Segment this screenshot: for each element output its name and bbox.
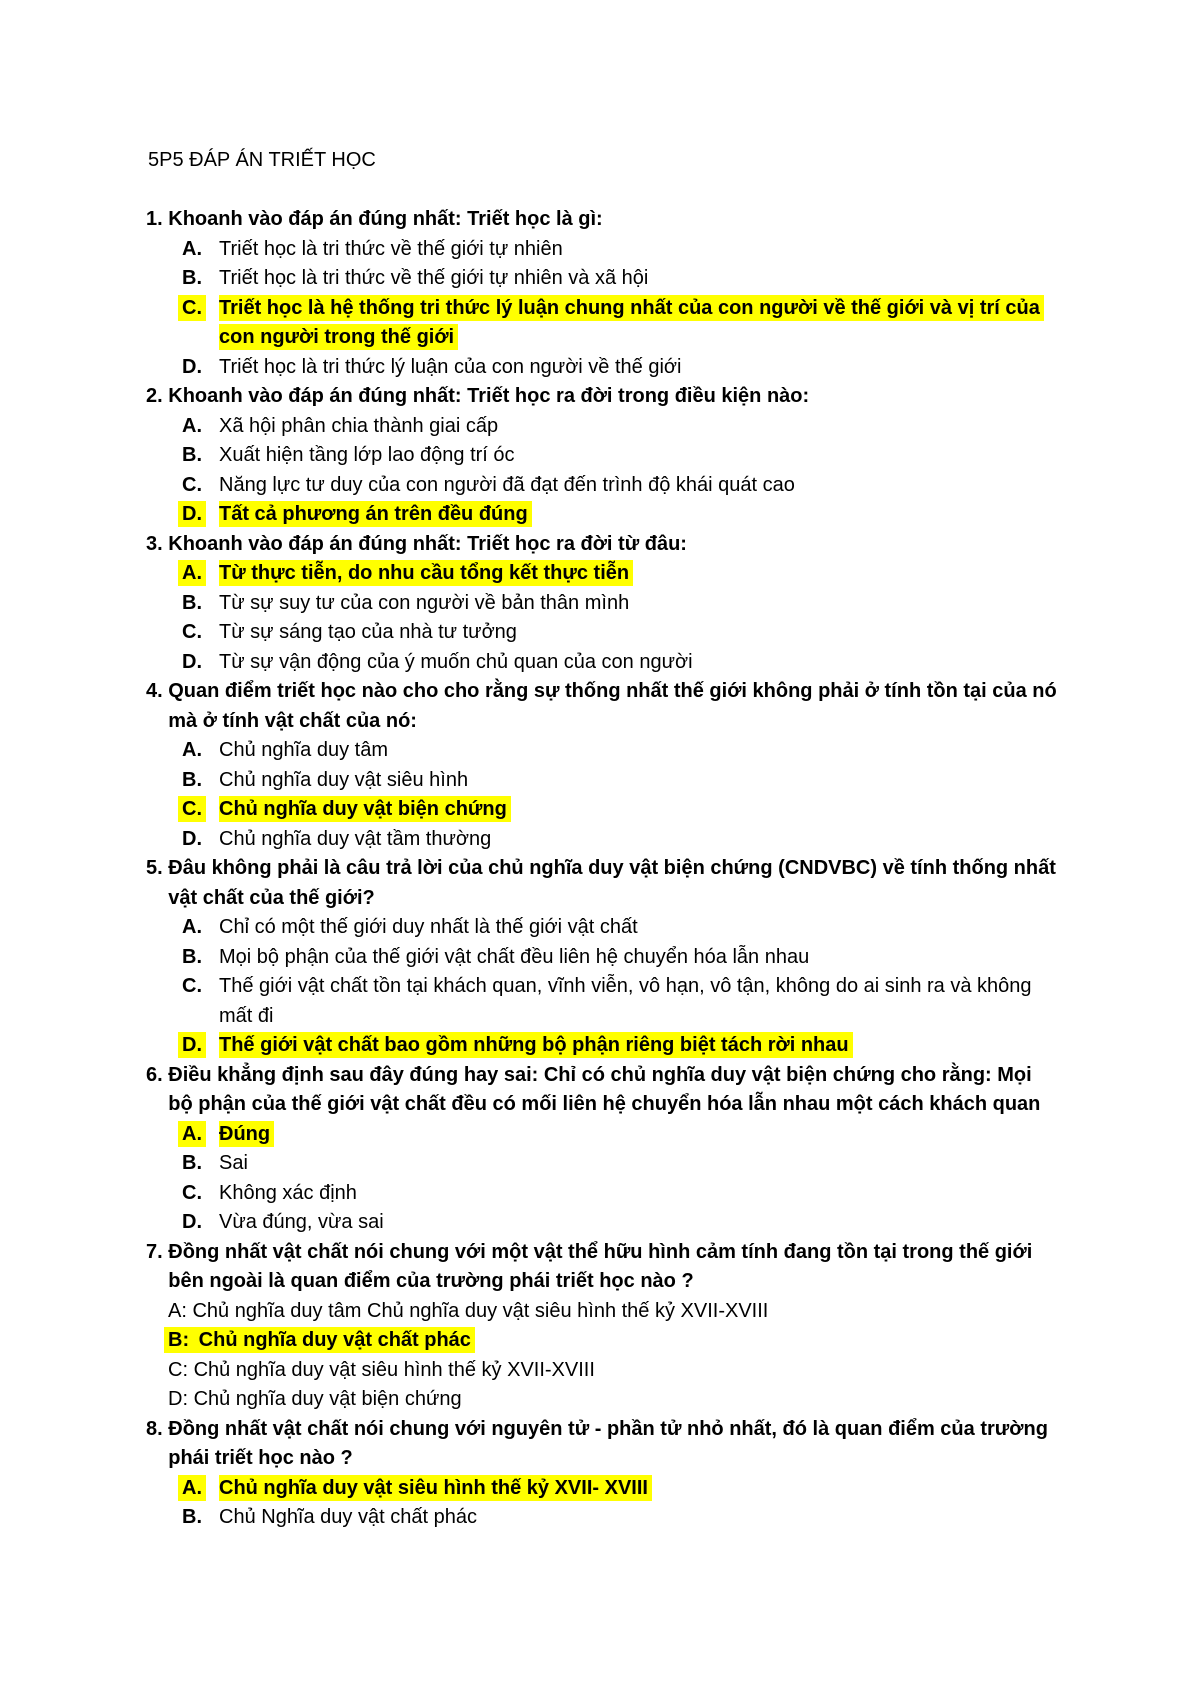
- answer-option: [0, 972, 1200, 1031]
- option-text: [219, 559, 1070, 589]
- option-text: Xuất hiện tầng lớp lao động trí óc: [219, 444, 515, 466]
- option-letter-highlight: A.: [178, 560, 206, 586]
- option-text: Không xác định: [219, 1181, 357, 1204]
- answer-option: [0, 441, 1200, 471]
- option-letter: B.: [182, 1506, 202, 1528]
- answer-option: [0, 648, 1200, 678]
- answer-highlight: Đúng: [219, 1121, 274, 1147]
- answer-option: [0, 943, 1200, 973]
- option-letter: B.: [182, 267, 202, 289]
- option-text: Vừa đúng, vừa sai: [219, 1211, 384, 1233]
- question-number: 3.: [146, 532, 169, 555]
- option-letter: [182, 1474, 219, 1504]
- option-letter: B.: [182, 591, 202, 614]
- option-text: Sai: [219, 1152, 248, 1174]
- question-heading: [0, 205, 1200, 235]
- option-letter: A.: [182, 414, 202, 437]
- option-text: Chủ nghĩa duy vật siêu hình thế kỷ XVII-XVIII: [193, 1358, 595, 1381]
- option-letter-highlight: A.: [178, 1475, 206, 1501]
- option-letter: [182, 1120, 219, 1150]
- question-text: Khoanh vào đáp án đúng nhất: Triết học ra đời từ đâu:: [168, 532, 687, 555]
- option-text: Xã hội phân chia thành giai cấp: [219, 414, 499, 437]
- option-text: Triết học là tri thức lý luận của con người về thế giới: [219, 355, 682, 378]
- option-letter: D.: [182, 827, 202, 850]
- question-6: [0, 1061, 1200, 1238]
- question-1: [0, 205, 1200, 382]
- answer-option-correct: [0, 559, 1200, 589]
- document-title: 5P5 ĐÁP ÁN TRIẾT HỌC: [148, 149, 376, 171]
- option-letter: C.: [182, 1181, 202, 1204]
- option-letter-highlight: D.: [178, 501, 206, 527]
- question-text: Khoanh vào đáp án đúng nhất: Triết học là gì:: [168, 208, 603, 230]
- question-heading: [0, 854, 1200, 913]
- option-text: [219, 1474, 1070, 1504]
- option-letter: A.: [182, 916, 202, 938]
- option-letter: D:: [168, 1388, 194, 1410]
- question-number: 8.: [146, 1417, 169, 1440]
- question-heading: [0, 1238, 1200, 1297]
- answer-option: [0, 353, 1200, 383]
- option-text: [219, 294, 1070, 353]
- option-text: Chủ Nghĩa duy vật chất phác: [219, 1506, 477, 1528]
- option-letter: [182, 795, 219, 825]
- question-number: 4.: [146, 680, 169, 702]
- option-text: [219, 1031, 1070, 1061]
- option-letter: B.: [182, 945, 202, 968]
- answer-option: [0, 412, 1200, 442]
- option-text: [219, 795, 1070, 825]
- option-letter-highlight: C.: [178, 295, 206, 321]
- option-text: [219, 500, 1070, 530]
- option-text: Chủ nghĩa duy vật siêu hình: [219, 768, 469, 791]
- option-letter-highlight: D.: [178, 1032, 206, 1058]
- answer-option-correct: [0, 500, 1200, 530]
- question-heading: [0, 1415, 1200, 1474]
- answer-option-correct: [0, 1326, 1200, 1356]
- option-letter: [168, 1326, 199, 1356]
- question-number: 7.: [146, 1240, 169, 1263]
- option-text: Triết học là tri thức về thế giới tự nhiên: [219, 237, 563, 260]
- answer-highlight: Chủ nghĩa duy vật siêu hình thế kỷ XVII- XVIII: [219, 1475, 652, 1501]
- option-text: Chủ nghĩa duy vật tầm thường: [219, 827, 492, 850]
- answer-option-correct: [0, 1474, 1200, 1504]
- option-letter: C.: [182, 621, 202, 643]
- question-number: 1.: [146, 208, 169, 230]
- question-text: Đồng nhất vật chất nói chung với nguyên tử - phần tử nhỏ nhất, đó là quan điểm của trường phái triết học nào ?: [168, 1417, 1048, 1469]
- option-letter: B.: [182, 1152, 202, 1174]
- answer-option-correct: [0, 1120, 1200, 1150]
- answer-option: [0, 1356, 1200, 1386]
- answer-option: [0, 264, 1200, 294]
- question-heading: [0, 530, 1200, 560]
- answer-option: [0, 1503, 1200, 1533]
- question-text: Điều khẳng định sau đây đúng hay sai: Chỉ có chủ nghĩa duy vật biện chứng cho rằng: Mọi bộ phận của thế giới vật chất đều có mối liên hệ chuyển hóa lẫn nhau một cách khách quan: [168, 1063, 1041, 1115]
- option-letter: [182, 500, 219, 530]
- option-letter-highlight: A.: [178, 1121, 206, 1147]
- option-letter: D.: [182, 1211, 202, 1233]
- answer-option: [0, 736, 1200, 766]
- question-text: Đồng nhất vật chất nói chung với một vật thể hữu hình cảm tính đang tồn tại trong thế giới bên ngoài là quan điểm của trường phái triết học nào ?: [168, 1240, 1033, 1292]
- question-text: Quan điểm triết học nào cho cho rằng sự thống nhất thế giới không phải ở tính tồn tại của nó mà ở tính vật chất của nó:: [168, 680, 1057, 732]
- answer-option-correct: [0, 795, 1200, 825]
- option-letter: C.: [182, 473, 202, 496]
- option-text: Từ sự sáng tạo của nhà tư tưởng: [219, 621, 517, 643]
- question-4: [0, 677, 1200, 854]
- answer-option: [0, 471, 1200, 501]
- question-heading: [0, 677, 1200, 736]
- option-text: [199, 1326, 1070, 1356]
- question-number: 6.: [146, 1063, 169, 1086]
- answer-highlight: Triết học là hệ thống tri thức lý luận chung nhất của con người về thế giới và vị trí của con người trong thế giới: [219, 295, 1044, 351]
- answer-highlight: Thế giới vật chất bao gồm những bộ phận riêng biệt tách rời nhau: [219, 1032, 853, 1058]
- question-text: Đâu không phải là câu trả lời của chủ nghĩa duy vật biện chứng (CNDVBC) về tính thống nhất vật chất của thế giới?: [168, 857, 1056, 909]
- answer-option: [0, 618, 1200, 648]
- option-letter: A.: [182, 739, 202, 761]
- option-text: Chủ nghĩa duy tâm: [219, 739, 388, 761]
- option-text: Từ sự vận động của ý muốn chủ quan của con người: [219, 650, 693, 673]
- answer-highlight: Chủ nghĩa duy vật biện chứng: [219, 796, 511, 822]
- option-letter: D.: [182, 650, 202, 673]
- question-8: [0, 1415, 1200, 1533]
- question-number: 5.: [146, 857, 169, 879]
- question-5: [0, 854, 1200, 1061]
- option-text: Năng lực tư duy của con người đã đạt đến trình độ khái quát cao: [219, 473, 795, 496]
- question-text: Khoanh vào đáp án đúng nhất: Triết học ra đời trong điều kiện nào:: [168, 385, 810, 407]
- question-heading: [0, 1061, 1200, 1120]
- question-heading: [0, 382, 1200, 412]
- answer-highlight: Chủ nghĩa duy vật chất phác: [199, 1327, 475, 1353]
- option-letter-highlight: C.: [178, 796, 206, 822]
- question-3: [0, 530, 1200, 678]
- option-text: Chủ nghĩa duy vật biện chứng: [193, 1388, 462, 1410]
- answer-option: [0, 825, 1200, 855]
- option-letter: [182, 559, 219, 589]
- answer-option: [0, 913, 1200, 943]
- answer-option: [0, 1385, 1200, 1415]
- answer-highlight: Tất cả phương án trên đều đúng: [219, 501, 532, 527]
- answer-highlight: Từ thực tiễn, do nhu cầu tổng kết thực tiễn: [219, 560, 633, 586]
- option-text: Từ sự suy tư của con người về bản thân mình: [219, 591, 630, 614]
- answer-option: [0, 766, 1200, 796]
- option-letter: A.: [182, 237, 202, 260]
- option-text: Triết học là tri thức về thế giới tự nhiên và xã hội: [219, 267, 649, 289]
- option-letter: B.: [182, 444, 202, 466]
- option-text: Chủ nghĩa duy tâm Chủ nghĩa duy vật siêu hình thế kỷ XVII-XVIII: [192, 1299, 769, 1322]
- option-letter: C.: [182, 975, 202, 997]
- answer-option: [0, 589, 1200, 619]
- answer-option-correct: [0, 294, 1200, 353]
- question-7: [0, 1238, 1200, 1415]
- option-text: Thế giới vật chất tồn tại khách quan, vĩnh viễn, vô hạn, vô tận, không do ai sinh ra và không mất đi: [219, 975, 1032, 1027]
- answer-option: [0, 1149, 1200, 1179]
- option-text: Chỉ có một thế giới duy nhất là thế giới vật chất: [219, 916, 638, 938]
- question-number: 2.: [146, 385, 169, 407]
- option-text: Mọi bộ phận của thế giới vật chất đều liên hệ chuyển hóa lẫn nhau: [219, 945, 810, 968]
- option-letter: [182, 294, 219, 353]
- answer-option: [0, 235, 1200, 265]
- option-letter: B.: [182, 768, 202, 791]
- answer-option: [0, 1297, 1200, 1327]
- option-letter: A:: [168, 1299, 193, 1322]
- option-letter: [182, 1031, 219, 1061]
- option-text: [219, 1120, 1070, 1150]
- option-letter: D.: [182, 355, 202, 378]
- answer-option: [0, 1208, 1200, 1238]
- option-letter: C:: [168, 1358, 194, 1381]
- answer-option-correct: [0, 1031, 1200, 1061]
- question-2: [0, 382, 1200, 530]
- option-letter-highlight: B:: [164, 1327, 199, 1353]
- answer-option: [0, 1179, 1200, 1209]
- question-list: [0, 205, 1200, 1533]
